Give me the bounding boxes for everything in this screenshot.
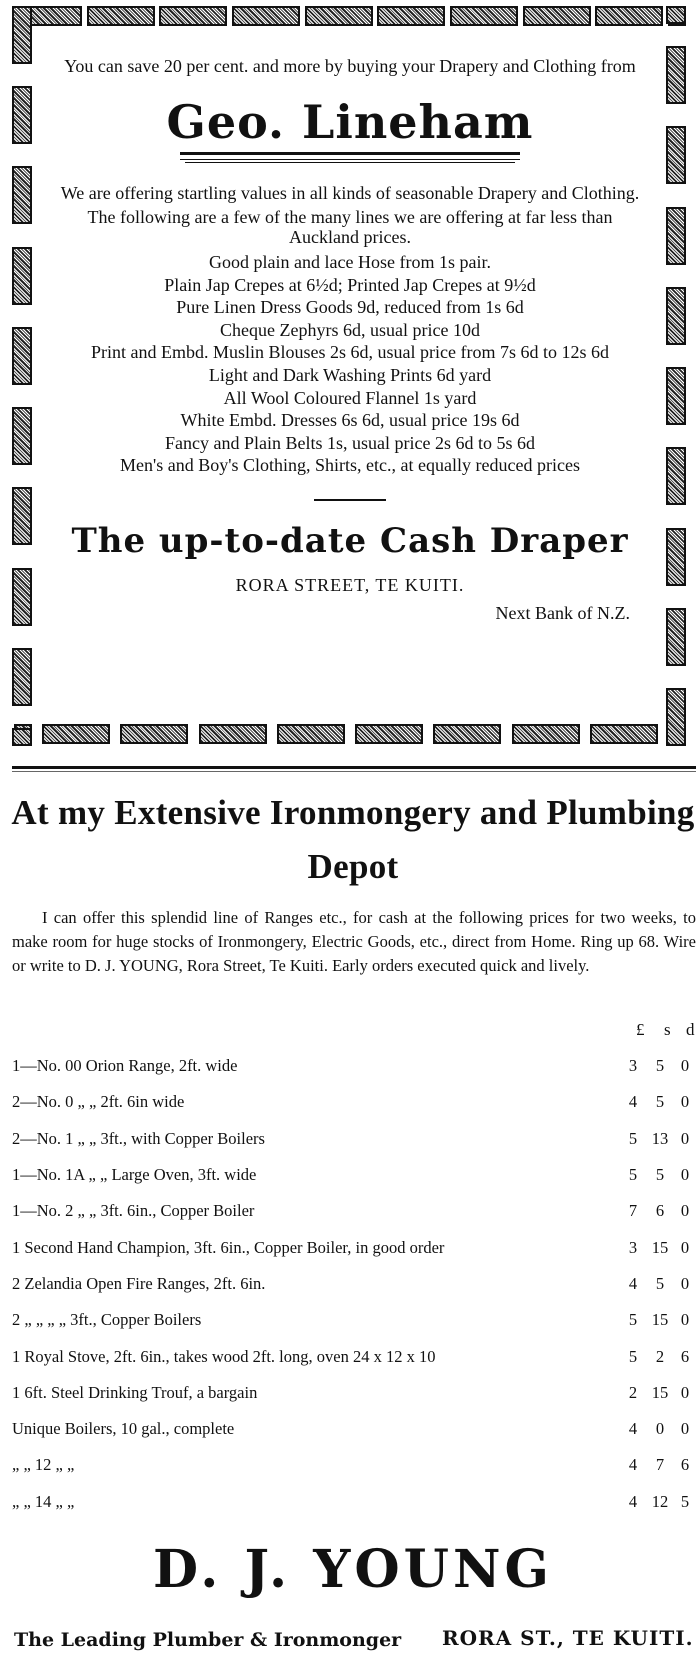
lineham-item-list [60,251,640,477]
row-shillings: 7 [655,1455,665,1475]
row-pence: 0 [680,1419,690,1439]
border-right [666,6,688,746]
young-heading-line-2: Depot [307,847,399,886]
list-item: Plain Jap Crepes at 6½d; Printed Jap Crepes at 9½d [164,274,536,295]
list-item: Good plain and lace Hose from 1s pair. [209,252,491,272]
row-shillings: 12 [651,1491,669,1511]
table-row [12,1157,696,1193]
row-leader [360,1229,620,1265]
row-pence: 0 [680,1382,690,1402]
row-shillings: 5 [655,1273,665,1293]
table-row [12,1375,696,1411]
table-row [12,1048,696,1084]
young-address: RORA ST., TE KUITI. [442,1626,694,1650]
lineham-brand: Geo. Lineham [166,95,534,149]
border-top [14,6,686,28]
row-pounds: 7 [628,1201,638,1221]
table-row [12,1338,696,1374]
row-shillings: 15 [651,1310,669,1330]
young-name: D. J. YOUNG [153,1539,553,1600]
table-row [12,1084,696,1120]
table-row [12,1447,696,1483]
table-row [12,1121,696,1157]
row-pounds: 4 [628,1273,638,1293]
row-description: 1—No. 00 Orion Range, 2ft. wide [12,1056,238,1076]
row-description: 1—No. 2 „ „ 3ft. 6in., Copper Boiler [12,1201,255,1221]
row-description: 1 Second Hand Champion, 3ft. 6in., Copper Boiler, in good order [12,1237,445,1257]
list-item: Men's and Boy's Clothing, Shirts, etc., at equally reduced prices [120,455,580,476]
row-description: „ „ 12 „ „ [12,1455,75,1475]
row-pounds: 4 [628,1419,638,1439]
lineham-paragraph-1: We are offering startling values in all kinds of seasonable Drapery and Clothing. [60,183,640,203]
row-leader [360,1302,620,1338]
lineham-street: RORA STREET, TE KUITI. [235,574,465,595]
row-description: 1 Royal Stove, 2ft. 6in., takes wood 2ft. long, oven 24 x 12 x 10 [12,1346,436,1366]
row-pounds: 5 [628,1165,638,1185]
list-item: Light and Dark Washing Prints 6d yard [208,364,492,385]
lineham-content [60,56,640,623]
lineham-next-bank: Next Bank of N.Z. [495,602,630,623]
row-pounds: 4 [628,1455,638,1475]
row-description: Unique Boilers, 10 gal., complete [12,1419,235,1439]
row-pence: 6 [680,1455,690,1475]
row-leader [360,1084,620,1120]
list-item: Pure Linen Dress Goods 9d, reduced from 1s 6d [176,297,524,318]
row-leader [360,1157,620,1193]
price-table [12,1048,696,1520]
pounds-header: £ [636,1020,645,1039]
young-body-text: I can offer this splendid line of Ranges etc., for cash at the following prices for two weeks, to make room for huge stocks of Ironmongery, Electric Goods, etc., direct from Home. Ring up 68. Wire or write to D. J. YOUNG, Rora Street, Te Kuiti. Early orders executed quick and lively. [12,908,696,975]
pence-header: d [686,1020,695,1039]
border-bottom [14,724,686,746]
row-pence: 5 [680,1491,690,1511]
list-item: White Embd. Dresses 6s 6d, usual price 19s 6d [180,410,520,431]
row-leader [360,1375,620,1411]
lineham-advertisement [0,0,700,760]
list-item: Fancy and Plain Belts 1s, usual price 2s 6d to 5s 6d [165,432,535,453]
row-shillings: 13 [651,1128,669,1148]
table-row [12,1302,696,1338]
row-description: 2 Zelandia Open Fire Ranges, 2ft. 6in. [12,1273,266,1293]
row-shillings: 15 [651,1237,669,1257]
row-shillings: 5 [655,1056,665,1076]
young-subtitle: The Leading Plumber & Ironmonger [14,1629,402,1651]
row-pence: 0 [680,1165,690,1185]
row-pence: 0 [680,1273,690,1293]
row-shillings: 5 [655,1165,665,1185]
price-column-headers [636,1020,696,1040]
lineham-tagline: The up-to-date Cash Draper [71,520,629,561]
young-heading-line-1: At my Extensive Ironmongery and Plumbing [11,793,695,832]
row-leader [360,1484,620,1520]
row-shillings: 0 [655,1419,665,1439]
row-leader [360,1121,620,1157]
row-description: 2—No. 0 „ „ 2ft. 6in wide [12,1092,185,1112]
row-pence: 0 [680,1201,690,1221]
row-shillings: 15 [651,1382,669,1402]
row-description: 1 6ft. Steel Drinking Trouf, a bargain [12,1382,258,1402]
table-row [12,1193,696,1229]
row-leader [360,1338,620,1374]
row-pounds: 2 [628,1382,638,1402]
row-description: „ „ 14 „ „ [12,1491,75,1511]
row-shillings: 2 [655,1346,665,1366]
row-pounds: 5 [628,1310,638,1330]
table-row [12,1266,696,1302]
row-pence: 0 [680,1128,690,1148]
brand-underline-thin [185,162,515,163]
short-divider [314,499,386,501]
row-leader [360,1411,620,1447]
table-row [12,1411,696,1447]
row-pence: 0 [680,1237,690,1257]
table-row [12,1484,696,1520]
table-row [12,1229,696,1265]
list-item: Print and Embd. Muslin Blouses 2s 6d, usual price from 7s 6d to 12s 6d [91,342,609,363]
row-leader [360,1447,620,1483]
row-description: 2—No. 1 „ „ 3ft., with Copper Boilers [12,1128,265,1148]
row-pence: 0 [680,1310,690,1330]
row-description: 1—No. 1A „ „ Large Oven, 3ft. wide [12,1165,257,1185]
brand-underline [180,152,520,160]
row-pence: 0 [680,1092,690,1112]
row-pounds: 4 [628,1491,638,1511]
row-shillings: 6 [655,1201,665,1221]
row-pence: 6 [680,1346,690,1366]
row-pounds: 3 [628,1237,638,1257]
lineham-paragraph-2: The following are a few of the many lines we are offering at far less than Auckland prices. [87,207,613,247]
row-pounds: 5 [628,1346,638,1366]
list-item: All Wool Coloured Flannel 1s yard [223,387,477,408]
row-pounds: 5 [628,1128,638,1148]
row-pounds: 3 [628,1056,638,1076]
row-description: 2 „ „ „ „ 3ft., Copper Boilers [12,1310,202,1330]
row-leader [360,1048,620,1084]
row-pence: 0 [680,1056,690,1076]
section-separator [12,766,696,772]
border-left [12,6,34,746]
row-pounds: 4 [628,1092,638,1112]
row-leader [360,1193,620,1229]
row-leader [360,1266,620,1302]
list-item: Cheque Zephyrs 6d, usual price 10d [220,319,480,340]
row-shillings: 5 [655,1092,665,1112]
lineham-intro: You can save 20 per cent. and more by buying your Drapery and Clothing from [64,56,636,76]
price-table-body [12,1048,696,1520]
shillings-header: s [664,1020,671,1039]
